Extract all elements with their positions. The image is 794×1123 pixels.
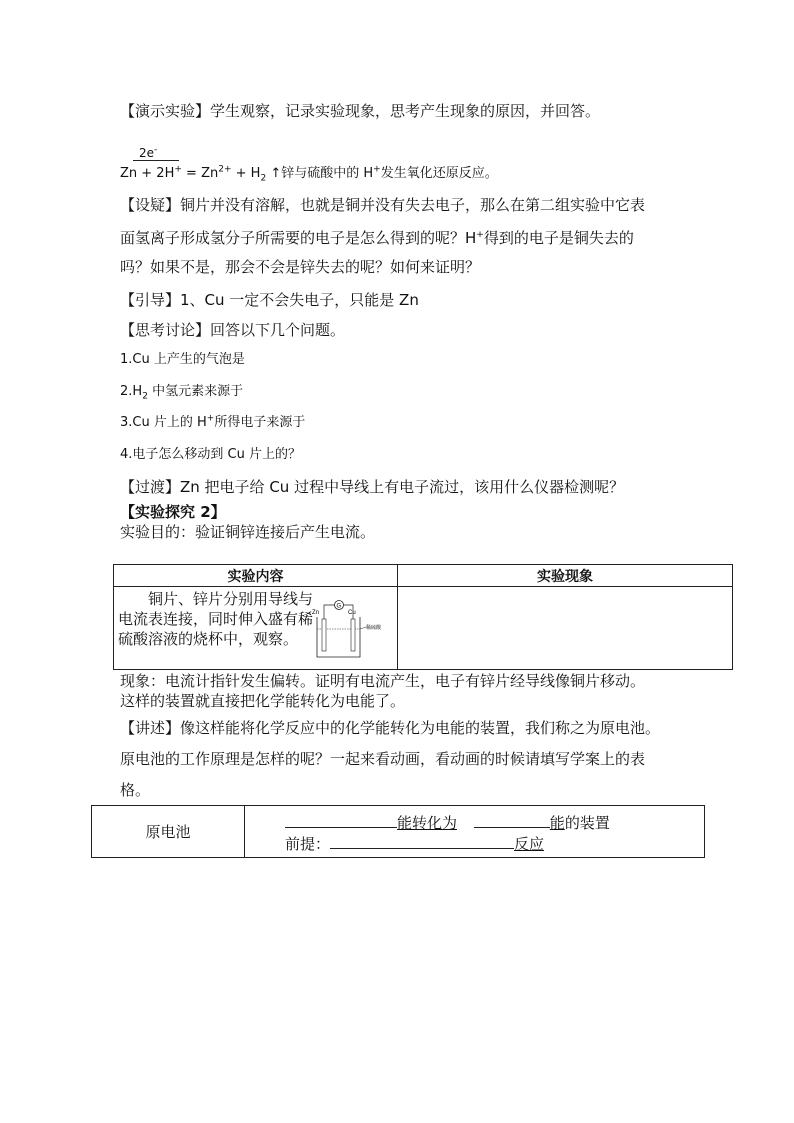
blank-premise xyxy=(330,834,514,849)
zinc-plate xyxy=(322,619,326,651)
experiment-content-cell xyxy=(114,587,398,670)
copper-plate xyxy=(351,619,355,651)
discuss-paragraph: 【思考讨论】回答以下几个问题。 xyxy=(120,321,346,339)
question-2: $2.H_2$ 中氢元素来源于 xyxy=(120,384,244,402)
experiment-phenomenon-cell xyxy=(398,587,733,670)
explore-title: 【实验探究 2】 xyxy=(120,503,226,521)
blank-energy-from xyxy=(285,813,397,828)
galvanic-cell-definition-cell xyxy=(245,806,705,858)
galvanic-cell-table xyxy=(91,805,705,858)
header-phenomenon: 实验现象 xyxy=(398,565,733,587)
reaction-equation: $Zn + 2H^+ = Zn^{2+} + H_2$ ↑锌与硫酸中的 H+发生氧化还原反应。 xyxy=(120,164,498,184)
lecture-line-2: 原电池的工作原理是怎样的呢？一起来看动画，看动画的时候请填写学案上的表 xyxy=(120,750,646,768)
purpose-paragraph: 实验目的：验证铜锌连接后产生电流。 xyxy=(120,523,376,541)
definition-row: 能转化为 能的装置 xyxy=(285,812,610,833)
gas-arrow-icon: ↑ xyxy=(270,166,282,181)
experiment-table xyxy=(113,564,733,670)
lecture-line-1: 【讲述】像这样能将化学反应中的化学能转化为电能的装置，我们称之为原电池。 xyxy=(120,719,661,737)
question-3: 3.Cu 片上的 H+所得电子来源于 xyxy=(120,413,306,430)
doubt-paragraph-2: 面氢离子形成氢分子所需要的电子是怎么得到的呢？H+得到的电子是铜失去的 xyxy=(120,229,634,247)
transition-paragraph: 【过渡】Zn 把电子给 Cu 过程中导线上有电子流过，该用什么仪器检测呢？ xyxy=(120,478,625,496)
question-4: 4.电子怎么移动到 Cu 片上的？ xyxy=(120,447,301,462)
premise-row: 前提： 反应 xyxy=(285,835,545,853)
galvanic-cell-diagram xyxy=(312,595,382,661)
guide-paragraph: 【引导】1、Cu 一定不会失电子，只能是 Zn xyxy=(120,291,419,309)
electron-transfer-label: 2e- xyxy=(133,146,179,161)
header-content: 实验内容 xyxy=(114,565,398,587)
diagram-zn-label: Zn xyxy=(312,610,320,616)
phenomenon-line-1: 现象：电流计指针发生偏转。证明有电流产生，电子有锌片经导线像铜片移动。 xyxy=(120,672,646,690)
blank-energy-to xyxy=(474,813,550,828)
question-1: 1.Cu 上产生的气泡是 xyxy=(120,352,245,367)
experiment-content-text: 铜片、锌片分别用导线与电流表连接，同时伸入盛有稀硫酸溶液的烧杯中，观察。 xyxy=(118,590,314,648)
doubt-paragraph-1: 【设疑】铜片并没有溶解，也就是铜并没有失去电子，那么在第二组实验中它表 xyxy=(120,196,646,214)
galvanic-cell-label: 原电池 xyxy=(92,806,245,858)
phenomenon-line-2: 这样的装置就直接把化学能转化为电能了。 xyxy=(120,692,406,710)
diagram-g-label: G xyxy=(336,603,342,610)
doubt-paragraph-3: 吗？如果不是，那会不会是锌失去的呢？如何来证明？ xyxy=(120,258,481,276)
diagram-cu-label: Cu xyxy=(348,610,356,616)
demo-paragraph: 【演示实验】学生观察，记录实验现象，思考产生现象的原因，并回答。 xyxy=(120,102,601,120)
lecture-line-3: 格。 xyxy=(120,781,151,799)
diagram-acid-label: 稀硫酸 xyxy=(366,625,382,631)
